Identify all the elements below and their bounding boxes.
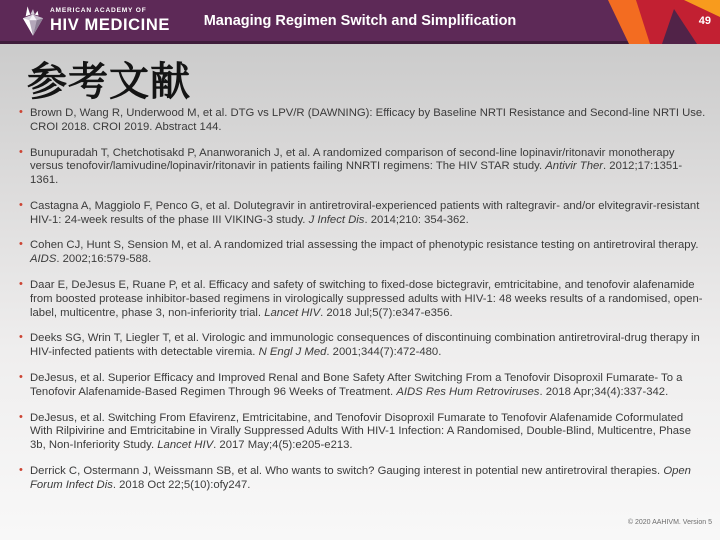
reference-item: • Cohen CJ, Hunt S, Sension M, et al. A randomized trial assessing the impact of phenotypic resistance testing on antiretroviral therapy. AIDS. 2002;16:579-588.	[30, 239, 708, 267]
header-bar	[0, 0, 720, 44]
page-title: 参考文献	[27, 60, 191, 104]
reference-item: • Bunupuradah T, Chetchotisakd P, Ananworanich J, et al. A randomized comparison of second-line lopinavir/ritonavir monotherapy versus tenofovir/lamivudine/lopinavir/ritonavir in patients failing NNRTI regimens: The HIV STAR study. Antivir Ther. 2012;17:1351-1361.	[30, 147, 708, 188]
slide-title: Managing Regimen Switch and Simplification	[203, 13, 517, 29]
reference-item: • Deeks SG, Wrin T, Liegler T, et al. Virologic and immunologic consequences of discontinuing combination antiretroviral-drug therapy in HIV-infected patients with detectable viremia. N Engl J Med. 2001;344(7):472-480.	[30, 332, 708, 360]
reference-item: • Brown D, Wang R, Underwood M, et al. DTG vs LPV/R (DAWNING): Efficacy by Baseline NRTI Resistance and Second-line NRTI Use. CROI 2018. CROI 2019. Abstract 144.	[30, 107, 708, 135]
reference-item: • Castagna A, Maggiolo F, Penco G, et al. Dolutegravir in antiretroviral-experienced patients with raltegravir- and/or elvitegravir-resistant HIV-1: 24-week results of the phase III VIKING-3 study. J Infect Dis. 2014;210: 354-362.	[30, 200, 708, 228]
reference-item: • DeJesus, et al. Switching From Efavirenz, Emtricitabine, and Tenofovir Disoproxil Fumarate to Tenofovir Alafenamide Coformulated With Rilpivirine and Emtricitabine in Virally Suppressed Adults With HIV-1 Infection: A Randomised, Double-Blind, Multicentre, Phase 3b, Non-Inferiority Study. Lancet HIV. 2017 May;4(5):e205-e213.	[30, 412, 708, 453]
references-list	[30, 107, 708, 504]
slide-number: 49	[698, 15, 711, 27]
logo-text-main: HIV MEDICINE	[50, 16, 170, 35]
reference-item: • Derrick C, Ostermann J, Weissmann SB, et al. Who wants to switch? Gauging interest in potential new antiretroviral therapies. Open Forum Infect Dis. 2018 Oct 22;5(10):ofy247.	[30, 465, 708, 493]
footer-copyright: © 2020 AAHIVM. Version 5	[627, 519, 712, 526]
logo-text-top: AMERICAN ACADEMY OF	[50, 7, 147, 15]
reference-item: • Daar E, DeJesus E, Ruane P, et al. Efficacy and safety of switching to fixed-dose bictegravir, emtricitabine, and tenofovir alafenamide from boosted protease inhibitor-based regimens in virologically suppressed adults with HIV-1: 48 weeks results of a randomised, open-label, multicentre, phase 3, non-inferiority trial. Lancet HIV. 2018 Jul;5(7):e347-e356.	[30, 279, 708, 320]
reference-item: • DeJesus, et al. Superior Efficacy and Improved Renal and Bone Safety After Switching From a Tenofovir Disoproxil Fumarate- To a Tenofovir Alafenamide-Based Regimen Through 96 Weeks of Treatment. AIDS Res Hum Retroviruses. 2018 Apr;34(4):337-342.	[30, 372, 708, 400]
